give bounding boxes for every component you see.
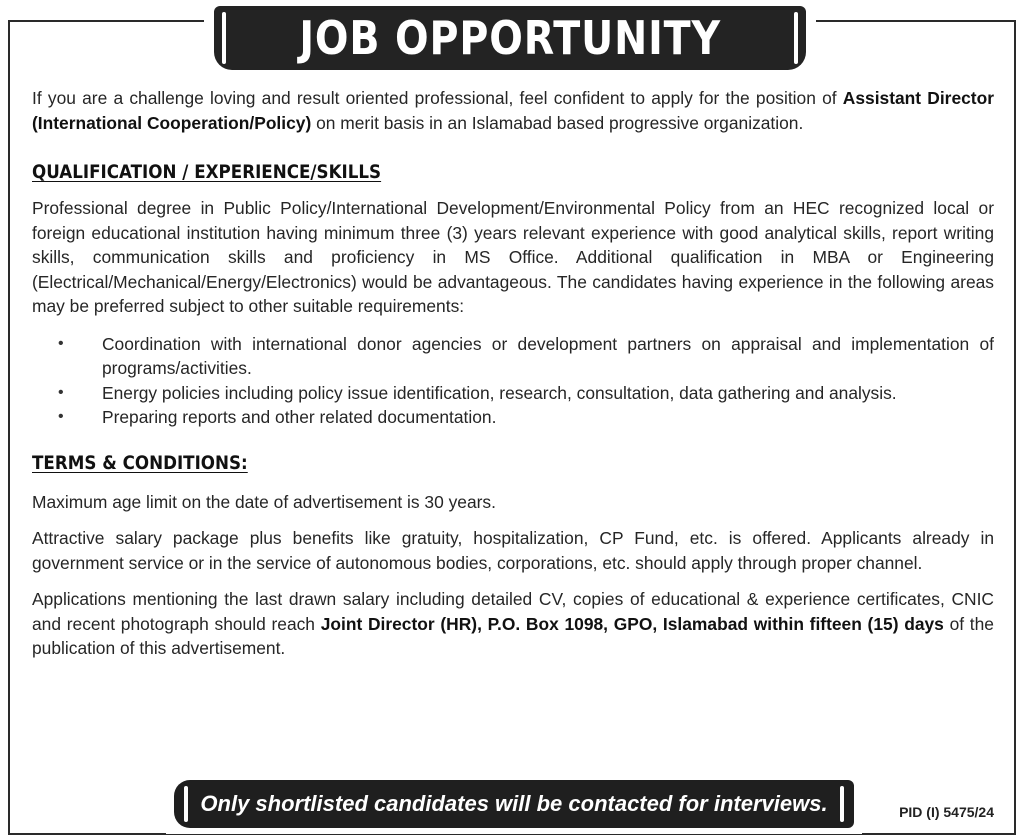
intro-paragraph xyxy=(32,86,994,135)
application-lead: Applications mentioning the last drawn salary including detailed CV, copies of educational & experience certificates, CNIC and recent photograph should reach xyxy=(32,589,994,634)
list-item: • Preparing reports and other related documentation. xyxy=(32,405,994,430)
application-tail: of the publication of this advertisement. xyxy=(32,613,994,658)
qualification-paragraph: Professional degree in Public Policy/International Development/Environmental Policy from an HEC recognized local or foreign educational institution having minimum three (3) years relevant experience with good analytical skills, report writing skills, communication skills and proficiency in MS Office. Additional qualification in MBA or Engineering (Electrical/Mechanical/Energy/Electronics) would be advantageous. The candidates having experience in the following areas may be preferred subject to other suitable requirements: xyxy=(32,198,994,316)
advertisement-body xyxy=(32,86,994,661)
qualification-heading: QUALIFICATION / EXPERIENCE/SKILLS xyxy=(32,161,382,183)
intro-lead: If you are a challenge loving and result oriented professional, feel confident to apply for the position of xyxy=(32,88,837,108)
pid-number: PID (I) 5475/24 xyxy=(899,804,994,820)
position-title: Assistant Director (International Cooperation/Policy) xyxy=(32,88,994,133)
title-banner-background xyxy=(214,6,806,70)
intro-tail: on merit basis in an Islamabad based progressive organization. xyxy=(316,112,804,133)
application-paragraph xyxy=(32,587,994,661)
application-address: Joint Director (HR), P.O. Box 1098, GPO, Islamabad within fifteen (15) days xyxy=(320,613,944,634)
list-item: • Coordination with international donor agencies or development partners on appraisal and implementation of programs/activities. xyxy=(32,332,994,381)
salary-paragraph: Attractive salary package plus benefits like gratuity, hospitalization, CP Fund, etc. is offered. Applicants already in government service or in the service of autonomous bodies, corporations, etc. should apply through proper channel. xyxy=(32,528,994,573)
footer-banner-background xyxy=(174,780,854,828)
footer-banner xyxy=(166,776,862,834)
preferred-areas-list xyxy=(32,332,994,430)
age-limit-paragraph: Maximum age limit on the date of advertisement is 30 years. xyxy=(32,491,496,512)
list-item: • Energy policies including policy issue identification, research, consultation, data gathering and analysis. xyxy=(32,381,994,406)
shortlist-notice: Only shortlisted candidates will be contacted for interviews. xyxy=(200,791,828,816)
terms-heading: TERMS & CONDITIONS: xyxy=(32,451,248,474)
page-title: JOB OPPORTUNITY xyxy=(299,11,721,65)
title-banner xyxy=(204,0,816,74)
